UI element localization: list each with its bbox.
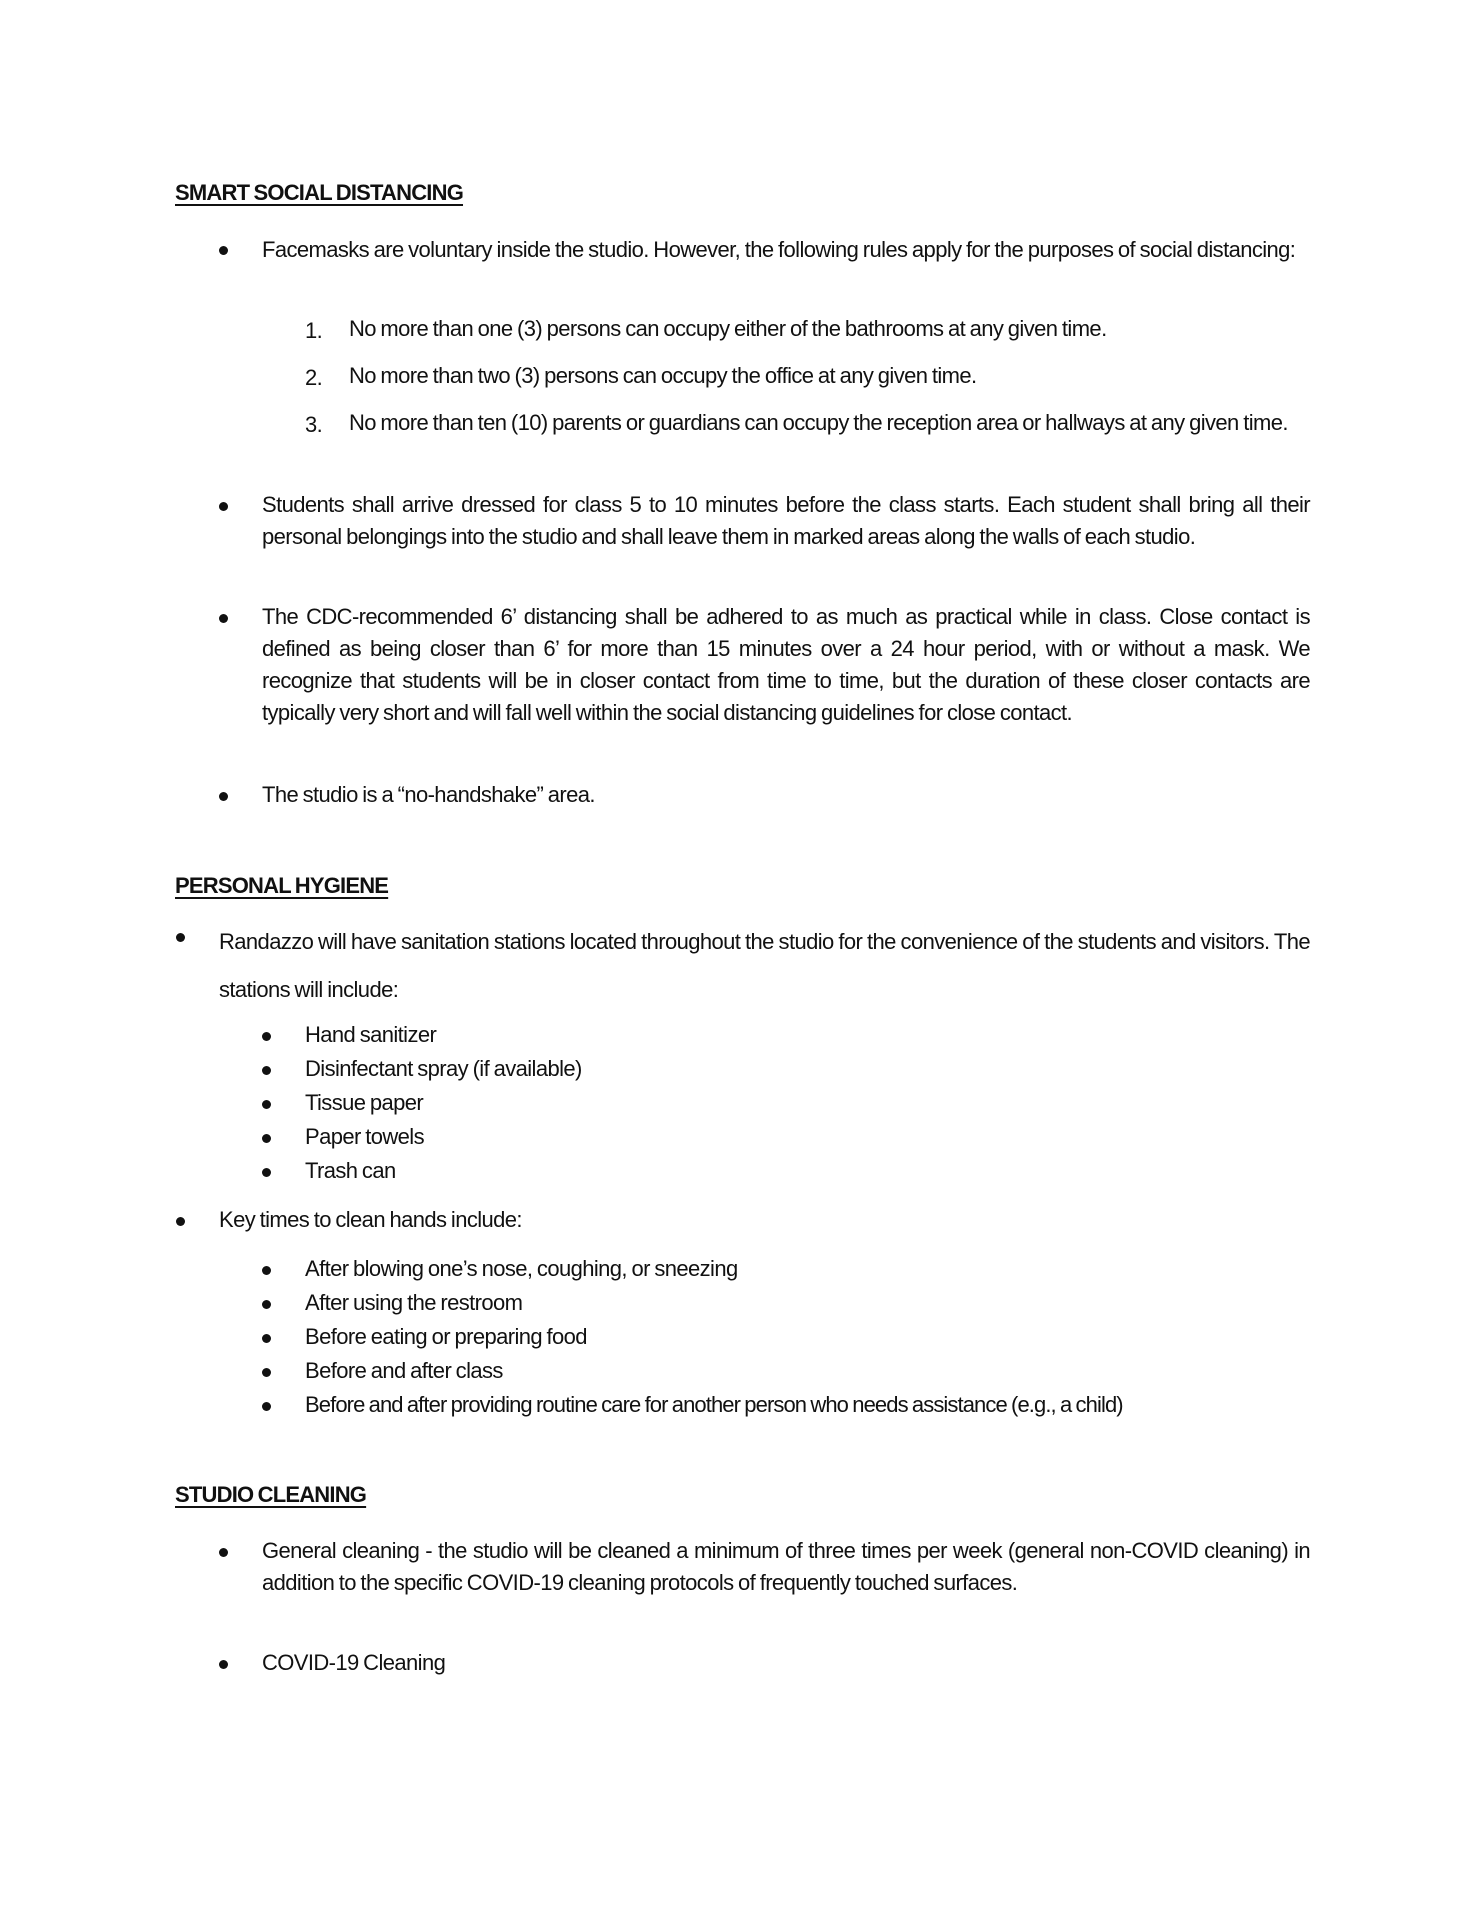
bullet-icon <box>262 1300 271 1309</box>
bullet-icon <box>219 1660 228 1669</box>
bullet-icon <box>262 1032 271 1041</box>
bullet-icon <box>262 1266 271 1275</box>
bullet-icon <box>176 1217 185 1226</box>
bullet-icon <box>262 1066 271 1075</box>
section-heading-smart-social-distancing: SMART SOCIAL DISTANCING <box>175 180 464 205</box>
bullet-icon <box>262 1168 271 1177</box>
list-item-sanitation-stations: Randazzo will have sanitation stations located throughout the studio for the convenience of the students and visitors. The stations will include: <box>219 929 1310 1002</box>
bullet-icon <box>219 246 228 255</box>
list-item-covid-cleaning: COVID-19 Cleaning <box>262 1650 446 1675</box>
bullet-icon <box>262 1134 271 1143</box>
sub-item-blowing-nose: After blowing one’s nose, coughing, or sneezing <box>305 1256 738 1281</box>
list-item-facemasks: Facemasks are voluntary inside the studio. However, the following rules apply for the purposes of social distancing: <box>262 237 1296 262</box>
list-item-key-times: Key times to clean hands include: <box>219 1207 522 1232</box>
numbered-item-reception: No more than ten (10) parents or guardians can occupy the reception area or hallways at any given time. <box>349 410 1288 435</box>
bullet-icon <box>176 933 185 942</box>
bullet-icon <box>262 1334 271 1343</box>
section-heading-studio-cleaning: STUDIO CLEANING <box>175 1482 367 1507</box>
sub-item-restroom: After using the restroom <box>305 1290 523 1315</box>
list-item-no-handshake: The studio is a “no-handshake” area. <box>262 782 595 807</box>
bullet-icon <box>219 502 228 511</box>
sub-item-disinfectant-spray: Disinfectant spray (if available) <box>305 1056 582 1081</box>
sub-item-tissue-paper: Tissue paper <box>305 1090 424 1115</box>
sub-item-eating: Before eating or preparing food <box>305 1324 587 1349</box>
list-item-arrival: Students shall arrive dressed for class 5 to 10 minutes before the class starts. Each student shall bring all their personal belongings into the studio and shall leave them in marked areas along the walls of each studio. <box>262 492 1310 549</box>
bullet-icon <box>262 1368 271 1377</box>
bullet-icon <box>262 1100 271 1109</box>
sub-item-routine-care: Before and after providing routine care for another person who needs assistance (e.g., a child) <box>305 1392 1123 1417</box>
section-heading-personal-hygiene: PERSONAL HYGIENE <box>175 873 389 898</box>
list-item-distancing: The CDC-recommended 6’ distancing shall be adhered to as much as practical while in class. Close contact is defined as being closer than 6’ for more than 15 minutes over a 24 hour period, with or without a mask. We recognize that students will be in closer contact from time to time, but the duration of these closer contacts are typically very short and will fall well within the social distancing guidelines for close contact. <box>262 604 1310 725</box>
bullet-icon <box>219 1548 228 1557</box>
sub-item-paper-towels: Paper towels <box>305 1124 424 1149</box>
bullet-icon <box>219 792 228 801</box>
sub-item-trash-can: Trash can <box>305 1158 396 1183</box>
bullet-icon <box>219 614 228 623</box>
list-number: 3. <box>305 412 323 437</box>
list-item-general-cleaning: General cleaning - the studio will be cleaned a minimum of three times per week (general non-COVID cleaning) in addition to the specific COVID-19 cleaning protocols of frequently touched surfaces. <box>262 1538 1310 1595</box>
sub-item-class: Before and after class <box>305 1358 503 1383</box>
bullet-icon <box>262 1402 271 1411</box>
numbered-item-office: No more than two (3) persons can occupy the office at any given time. <box>349 363 977 388</box>
list-number: 2. <box>305 365 323 390</box>
list-number: 1. <box>305 318 323 343</box>
numbered-item-bathrooms: No more than one (3) persons can occupy either of the bathrooms at any given time. <box>349 316 1107 341</box>
sub-item-hand-sanitizer: Hand sanitizer <box>305 1022 437 1047</box>
